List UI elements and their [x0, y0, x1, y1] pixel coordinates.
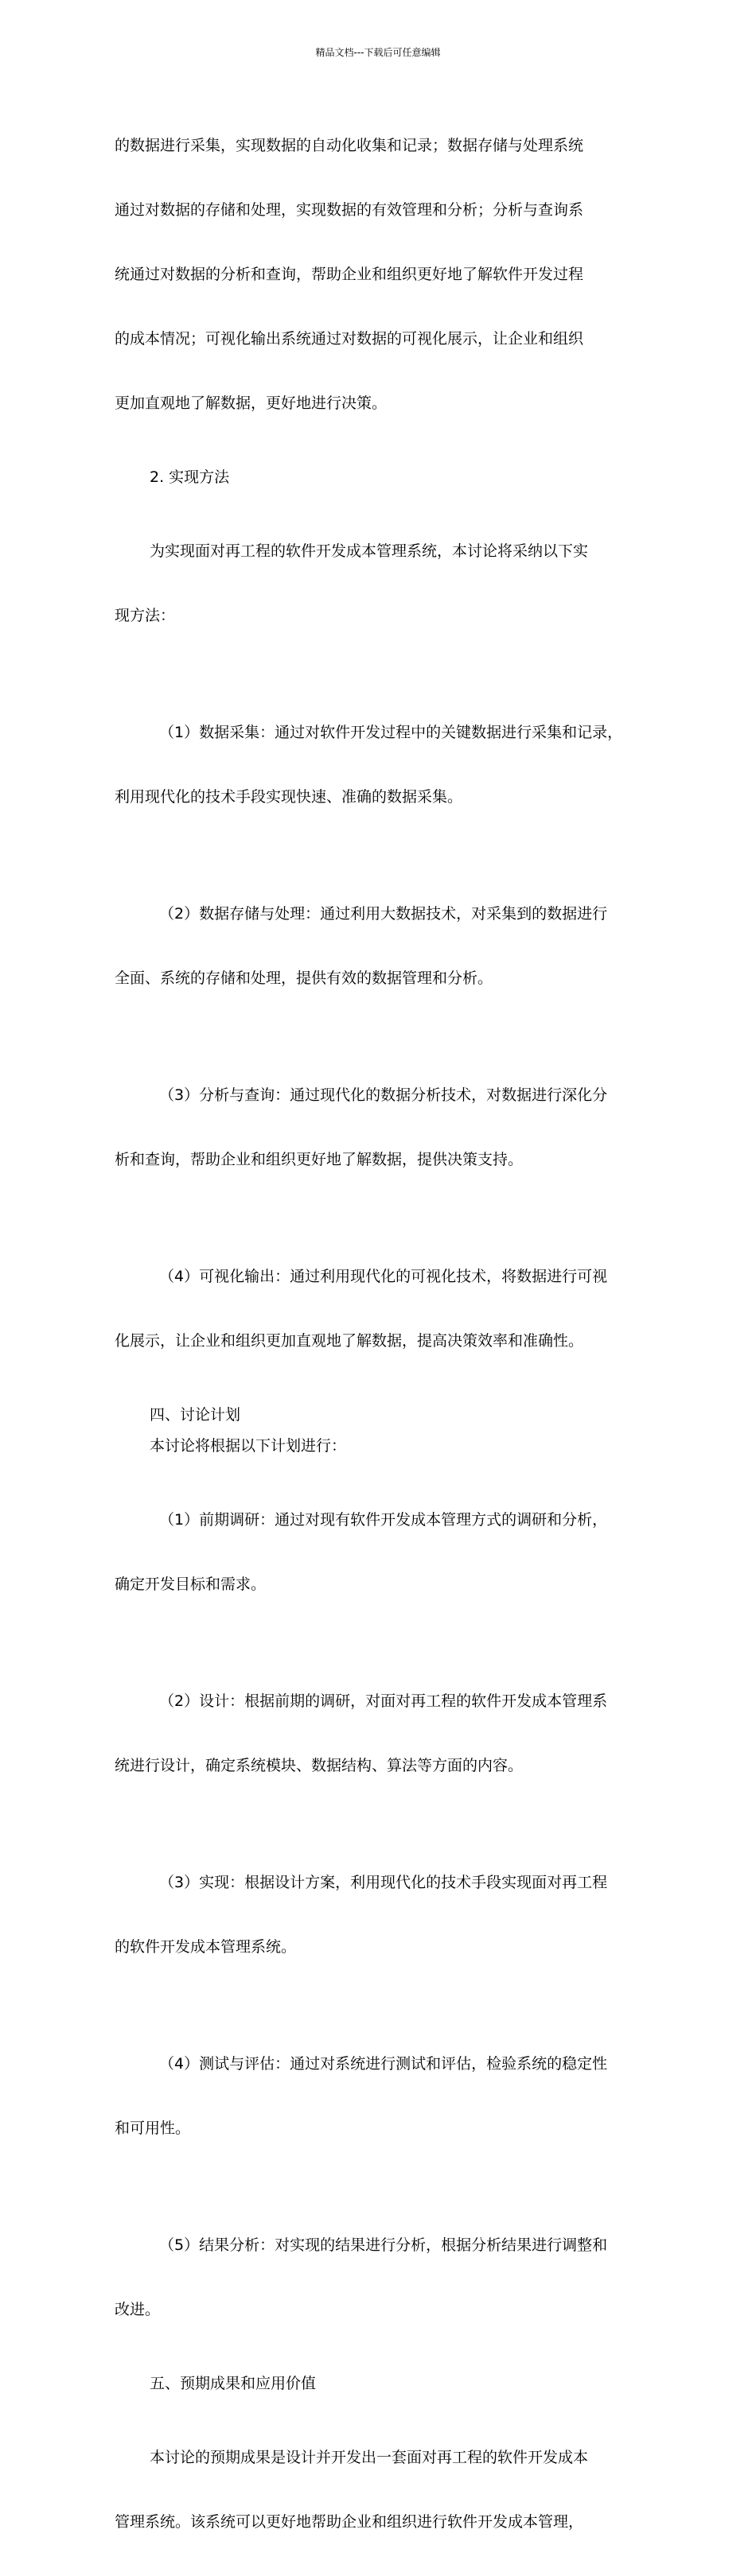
text-line: 统进行设计，确定系统模块、数据结构、算法等方面的内容。: [115, 1757, 524, 1774]
list-item-analysis-query: [115, 1042, 649, 1214]
plan-item-research: [115, 1467, 649, 1638]
list-item-data-collection: [115, 679, 649, 851]
text-line: 本讨论的预期成果是设计并开发出一套面对再工程的软件开发成本: [150, 2449, 589, 2466]
text-line: （5）结果分析：对实现的结果进行分析，根据分析结果进行调整和: [159, 2236, 608, 2254]
plan-item-testing: [115, 2011, 649, 2182]
text-line: 全面、系统的存储和处理，提供有效的数据管理和分析。: [115, 969, 493, 987]
text-line: 更加直观地了解数据，更好地进行决策。: [115, 394, 388, 412]
text-line: 现方法：: [115, 607, 176, 624]
text-line: （2）数据存储与处理：通过利用大数据技术，对采集到的数据进行: [159, 905, 608, 923]
section-heading-implementation: 2. 实现方法: [150, 468, 230, 486]
paragraph-system-overview: [115, 92, 649, 457]
text-line: 和可用性。: [115, 2119, 191, 2137]
plan-item-result-analysis: [115, 2192, 649, 2364]
text-line: 确定开发目标和需求。: [115, 1576, 267, 1593]
text-line: 利用现代化的技术手段实现快速、准确的数据采集。: [115, 788, 463, 806]
section-heading-plan: 四、讨论计划: [150, 1406, 241, 1424]
text-line: （4）可视化输出：通过利用现代化的可视化技术，将数据进行可视: [159, 1268, 608, 1285]
section-heading-expected-results: 五、预期成果和应用价值: [150, 2375, 317, 2392]
text-line: （4）测试与评估：通过对系统进行测试和评估，检验系统的稳定性: [159, 2055, 608, 2073]
text-line: 通过对数据的存储和处理，实现数据的有效管理和分析；分析与查询系: [115, 201, 584, 219]
text-line: 的成本情况；可视化输出系统通过对数据的可视化展示，让企业和组织: [115, 330, 584, 348]
text-line: 的数据进行采集，实现数据的自动化收集和记录；数据存储与处理系统: [115, 137, 584, 154]
text-line: （2）设计：根据前期的调研，对面对再工程的软件开发成本管理系: [159, 1692, 608, 1710]
list-item-visualization: [115, 1223, 649, 1395]
paragraph-expected-results: [115, 2404, 649, 2576]
text-line: 管理系统。该系统可以更好地帮助企业和组织进行软件开发成本管理，: [115, 2513, 584, 2531]
text-line: （3）分析与查询：通过现代化的数据分析技术，对数据进行深化分: [159, 1086, 608, 1104]
plan-item-design: [115, 1648, 649, 1820]
plan-item-implementation: [115, 1829, 649, 2001]
paragraph-plan-intro: 本讨论将根据以下计划进行：: [150, 1437, 347, 1455]
text-line: 化展示，让企业和组织更加直观地了解数据，提高决策效率和准确性。: [115, 1332, 584, 1350]
document-body: [115, 92, 649, 2576]
text-line: （1）前期调研：通过对现有软件开发成本管理方式的调研和分析，: [159, 1511, 608, 1529]
page-header: 精品文档---下载后可任意编辑: [315, 47, 441, 58]
paragraph-implementation-intro: [115, 498, 649, 670]
list-item-data-storage: [115, 861, 649, 1032]
text-line: 为实现面对再工程的软件开发成本管理系统，本讨论将采纳以下实: [150, 542, 589, 560]
text-line: （1）数据采集：通过对软件开发过程中的关键数据进行采集和记录，: [159, 724, 623, 741]
text-line: 析和查询，帮助企业和组织更好地了解数据，提供决策支持。: [115, 1151, 524, 1168]
text-line: 统通过对数据的分析和查询，帮助企业和组织更好地了解软件开发过程: [115, 266, 584, 283]
text-line: 的软件开发成本管理系统。: [115, 1938, 297, 1956]
text-line: 改进。: [115, 2301, 161, 2318]
text-line: （3）实现：根据设计方案，利用现代化的技术手段实现面对再工程: [159, 1874, 608, 1891]
